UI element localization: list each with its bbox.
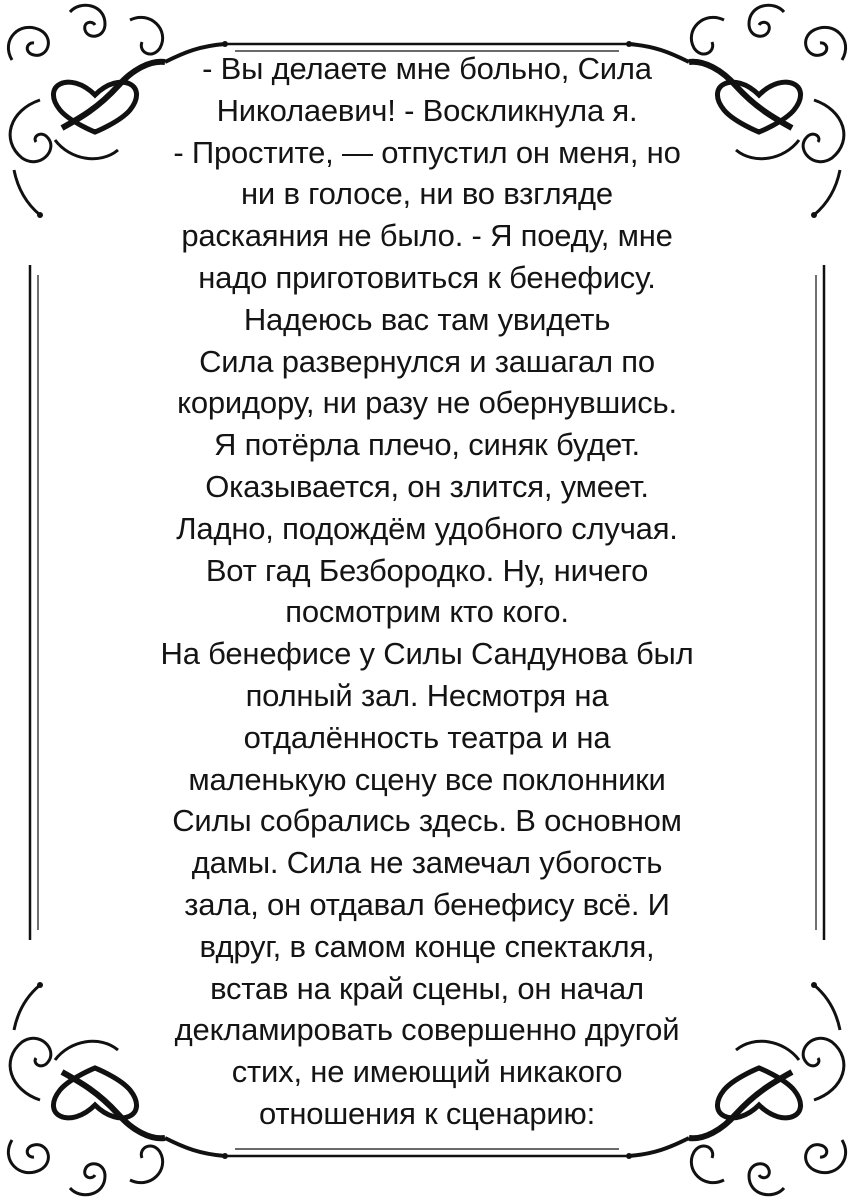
text-line: стих, не имеющий никакого	[231, 1054, 623, 1090]
text-line: На бенефисе у Силы Сандунова был	[160, 636, 694, 672]
text-line: Силы собрались здесь. В основном	[172, 803, 682, 839]
text-line: - Вы делаете мне больно, Сила	[202, 51, 652, 86]
text-line: коридору, ни разу не обернувшись.	[177, 385, 677, 421]
text-line: полный зал. Несмотря на	[245, 677, 609, 713]
text-line: Сила развернулся и зашагал по	[199, 343, 655, 379]
text-line: дамы. Сила не замечал убогость	[191, 845, 663, 881]
text-line: Надеюсь вас там увидеть	[243, 301, 611, 337]
story-text	[90, 48, 764, 1135]
text-line: Оказывается, он злится, умеет.	[205, 468, 649, 504]
text-line: надо приготовиться к бенефису.	[198, 259, 656, 295]
text-line: Я потёрла плечо, синяк будет.	[214, 427, 640, 463]
text-line: Ладно, подождём удобного случая.	[176, 510, 678, 546]
text-line: вдруг, в самом конце спектакля,	[199, 928, 655, 964]
text-line: ни в голосе, ни во взгляде	[241, 176, 613, 212]
text-line: декламировать совершенно другой	[174, 1012, 680, 1048]
text-line: - Простите, — отпустил он меня, но	[173, 134, 681, 170]
text-line: встав на край сцены, он начал	[210, 970, 644, 1006]
text-line: Вот гад Безбородко. Ну, ничего	[205, 552, 649, 588]
text-line: раскаяния не было. - Я поеду, мне	[181, 218, 673, 254]
text-line: зала, он отдавал бенефису всё. И	[184, 886, 670, 922]
text-line: маленькую сцену все поклонники	[188, 761, 666, 797]
text-line: Николаевич! - Воскликнула я.	[216, 92, 638, 128]
text-line: посмотрим кто кого.	[285, 594, 569, 630]
text-line: отношения к сценарию:	[259, 1095, 595, 1131]
text-line: отдалённость театра и на	[243, 719, 611, 755]
